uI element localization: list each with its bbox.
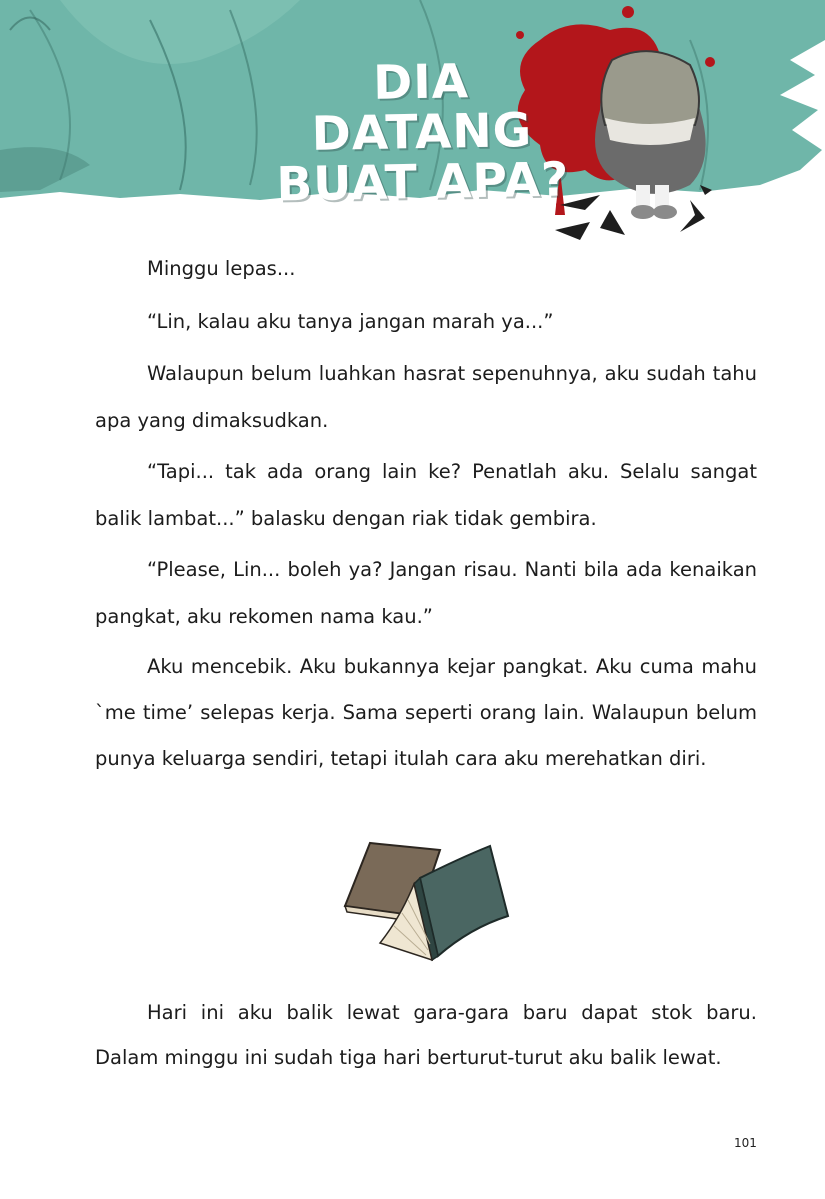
page-number: 101 (734, 1136, 757, 1150)
paragraph: Minggu lepas... (147, 257, 296, 280)
paragraph: “Tapi... tak ada orang lain ke? Penatlah aku. Selalu sangat balik lambat...” balasku dengan riak tidak gembira. (95, 460, 757, 530)
paragraph: “Lin, kalau aku tanya jangan marah ya...” (147, 310, 554, 333)
chapter-title-line-1: DIA DATANG (311, 54, 533, 162)
paragraph: “Please, Lin... boleh ya? Jangan risau. Nanti bila ada kenaikan pangkat, aku rekomen nama kau.” (95, 558, 757, 628)
paragraph: Aku mencebik. Aku bukannya kejar pangkat. Aku cuma mahu `me time’ selepas kerja. Sama seperti orang lain. Walaupun belum punya keluarga sendiri, tetapi itulah cara aku merehatkan diri. (95, 655, 757, 770)
books-illustration (340, 838, 512, 968)
paragraph: Hari ini aku balik lewat gara-gara baru dapat stok baru. Dalam minggu ini sudah tiga hari berturut-turut aku balik lewat. (95, 1001, 757, 1069)
story-text-continued (95, 990, 757, 1080)
chapter-header-banner (0, 0, 825, 250)
chapter-title-line-2: BUAT APA? (275, 152, 570, 213)
crouching-girl-illustration (595, 51, 706, 219)
paragraph: Walaupun belum luahkan hasrat sepenuhnya, aku sudah tahu apa yang dimaksudkan. (95, 362, 757, 432)
chapter-title (271, 54, 574, 213)
story-text (95, 244, 757, 782)
